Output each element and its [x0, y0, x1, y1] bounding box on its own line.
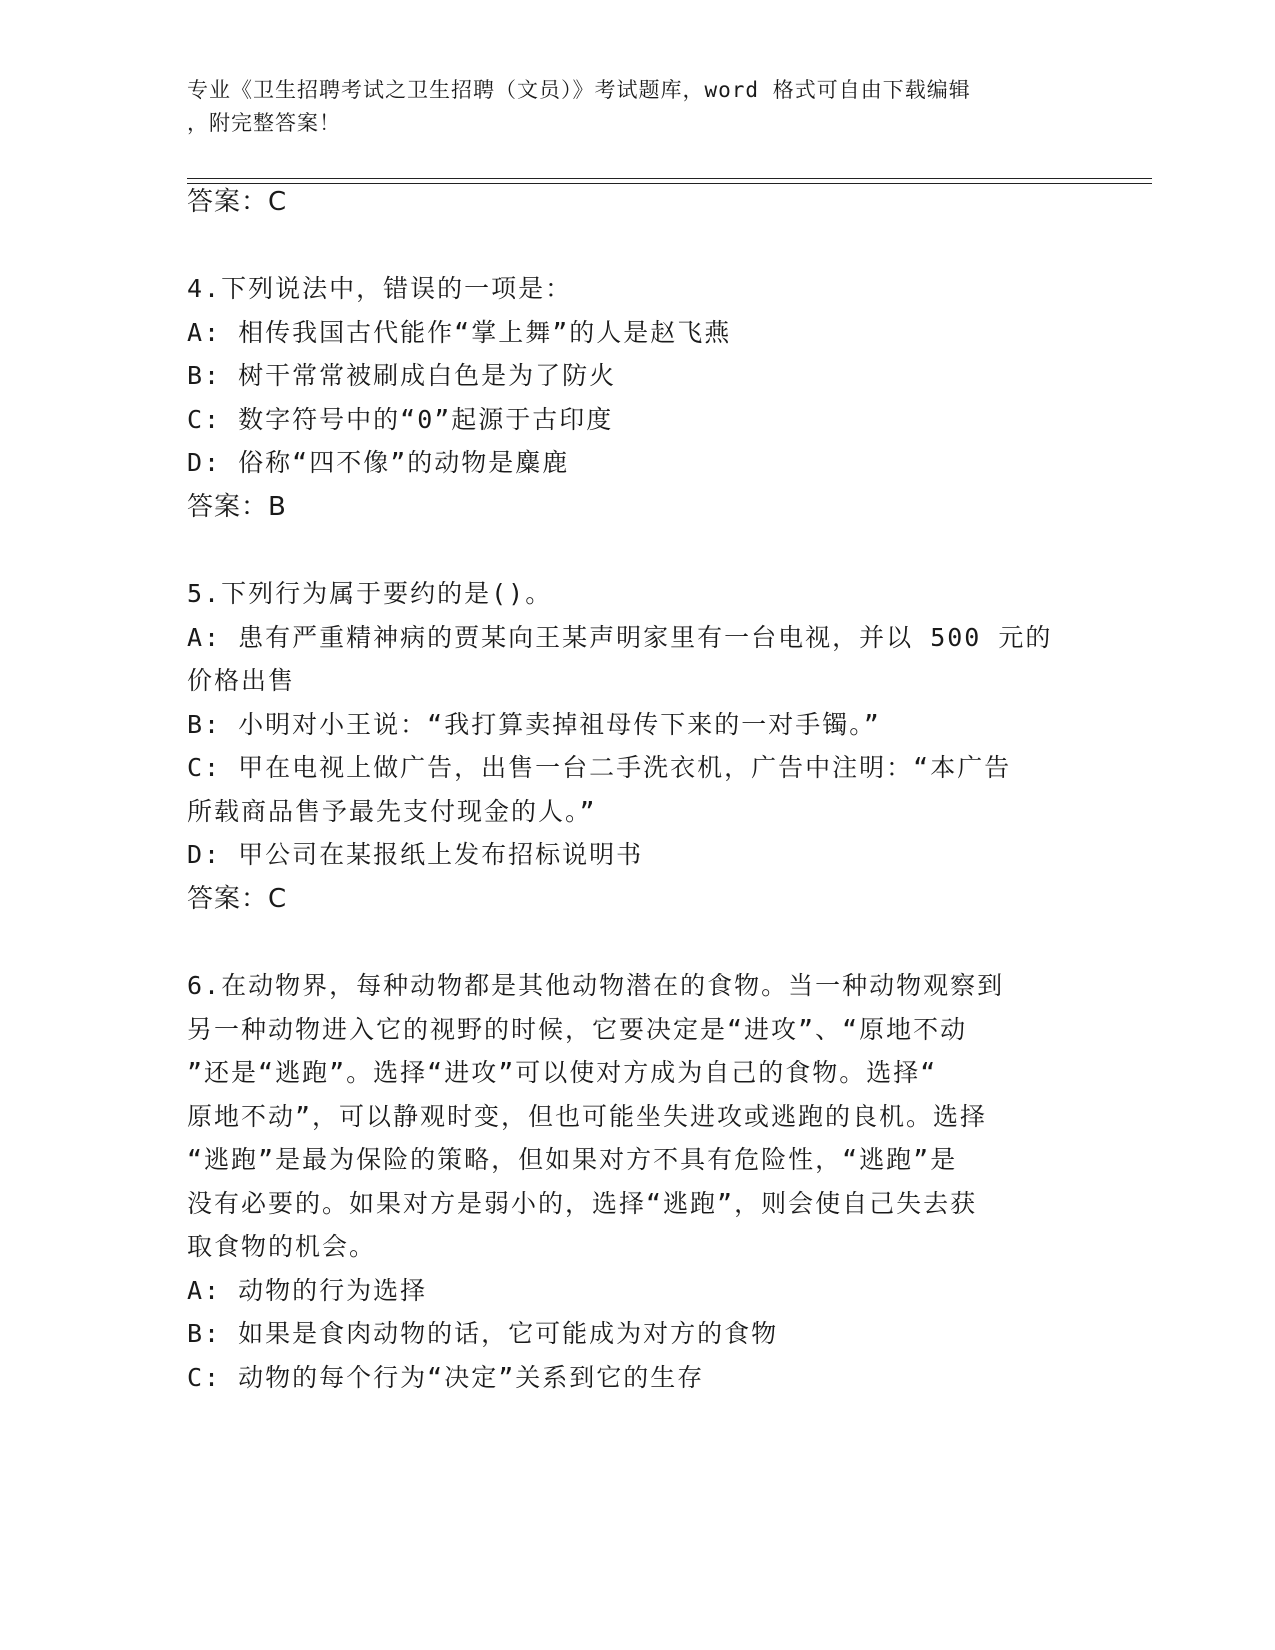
- q4-option-d: D: 俗称“四不像”的动物是麋鹿: [187, 448, 570, 477]
- q6-stem-line2: 另一种动物进入它的视野的时候，它要决定是“进攻”、“原地不动: [187, 1015, 968, 1044]
- q6-stem-line3: ”还是“逃跑”。选择“进攻”可以使对方成为自己的食物。选择“: [187, 1058, 938, 1087]
- q5-option-a-line2: 价格出售: [187, 666, 296, 695]
- q5-option-c-line2: 所载商品售予最先支付现金的人。”: [187, 797, 597, 826]
- answer-previous: 答案：C: [187, 187, 288, 217]
- q6-option-c: C: 动物的每个行为“决定”关系到它的生存: [187, 1363, 705, 1392]
- header-divider-top: [187, 178, 1152, 179]
- header-line-2: ，附完整答案！: [187, 111, 341, 135]
- q6-stem-line4: 原地不动”，可以静观时变，但也可能坐失进攻或逃跑的良机。选择: [187, 1102, 988, 1131]
- q6-stem-line7: 取食物的机会。: [187, 1232, 377, 1261]
- q6-stem-line1: 6.在动物界，每种动物都是其他动物潜在的食物。当一种动物观察到: [187, 971, 1005, 1000]
- q5-stem: 5.下列行为属于要约的是()。: [187, 579, 553, 608]
- q5-option-d: D: 甲公司在某报纸上发布招标说明书: [187, 840, 644, 869]
- header-line-1: 专业《卫生招聘考试之卫生招聘（文员）》考试题库，word 格式可自由下载编辑: [187, 78, 971, 102]
- q6-stem-line6: 没有必要的。如果对方是弱小的，选择“逃跑”，则会使自己失去获: [187, 1189, 978, 1218]
- q5-option-b: B: 小明对小王说：“我打算卖掉祖母传下来的一对手镯。”: [187, 710, 881, 739]
- q4-option-b: B: 树干常常被刷成白色是为了防火: [187, 361, 617, 390]
- q4-stem: 4.下列说法中，错误的一项是：: [187, 274, 573, 303]
- q4-option-a: A: 相传我国古代能作“掌上舞”的人是赵飞燕: [187, 318, 732, 347]
- q5-answer: 答案：C: [187, 884, 288, 914]
- header-divider-bottom: [187, 183, 1152, 184]
- q5-option-c-line1: C: 甲在电视上做广告，出售一台二手洗衣机，广告中注明：“本广告: [187, 753, 1012, 782]
- q6-stem-line5: “逃跑”是最为保险的策略，但如果对方不具有危险性，“逃跑”是: [187, 1145, 958, 1174]
- q5-option-a-line1: A: 患有严重精神病的贾某向王某声明家里有一台电视，并以 500 元的: [187, 623, 1053, 652]
- q4-option-c: C: 数字符号中的“0”起源于古印度: [187, 405, 614, 434]
- q6-option-a: A: 动物的行为选择: [187, 1276, 428, 1305]
- q4-answer: 答案：B: [187, 492, 287, 522]
- document-header: [187, 74, 1087, 140]
- q6-option-b: B: 如果是食肉动物的话，它可能成为对方的食物: [187, 1319, 779, 1348]
